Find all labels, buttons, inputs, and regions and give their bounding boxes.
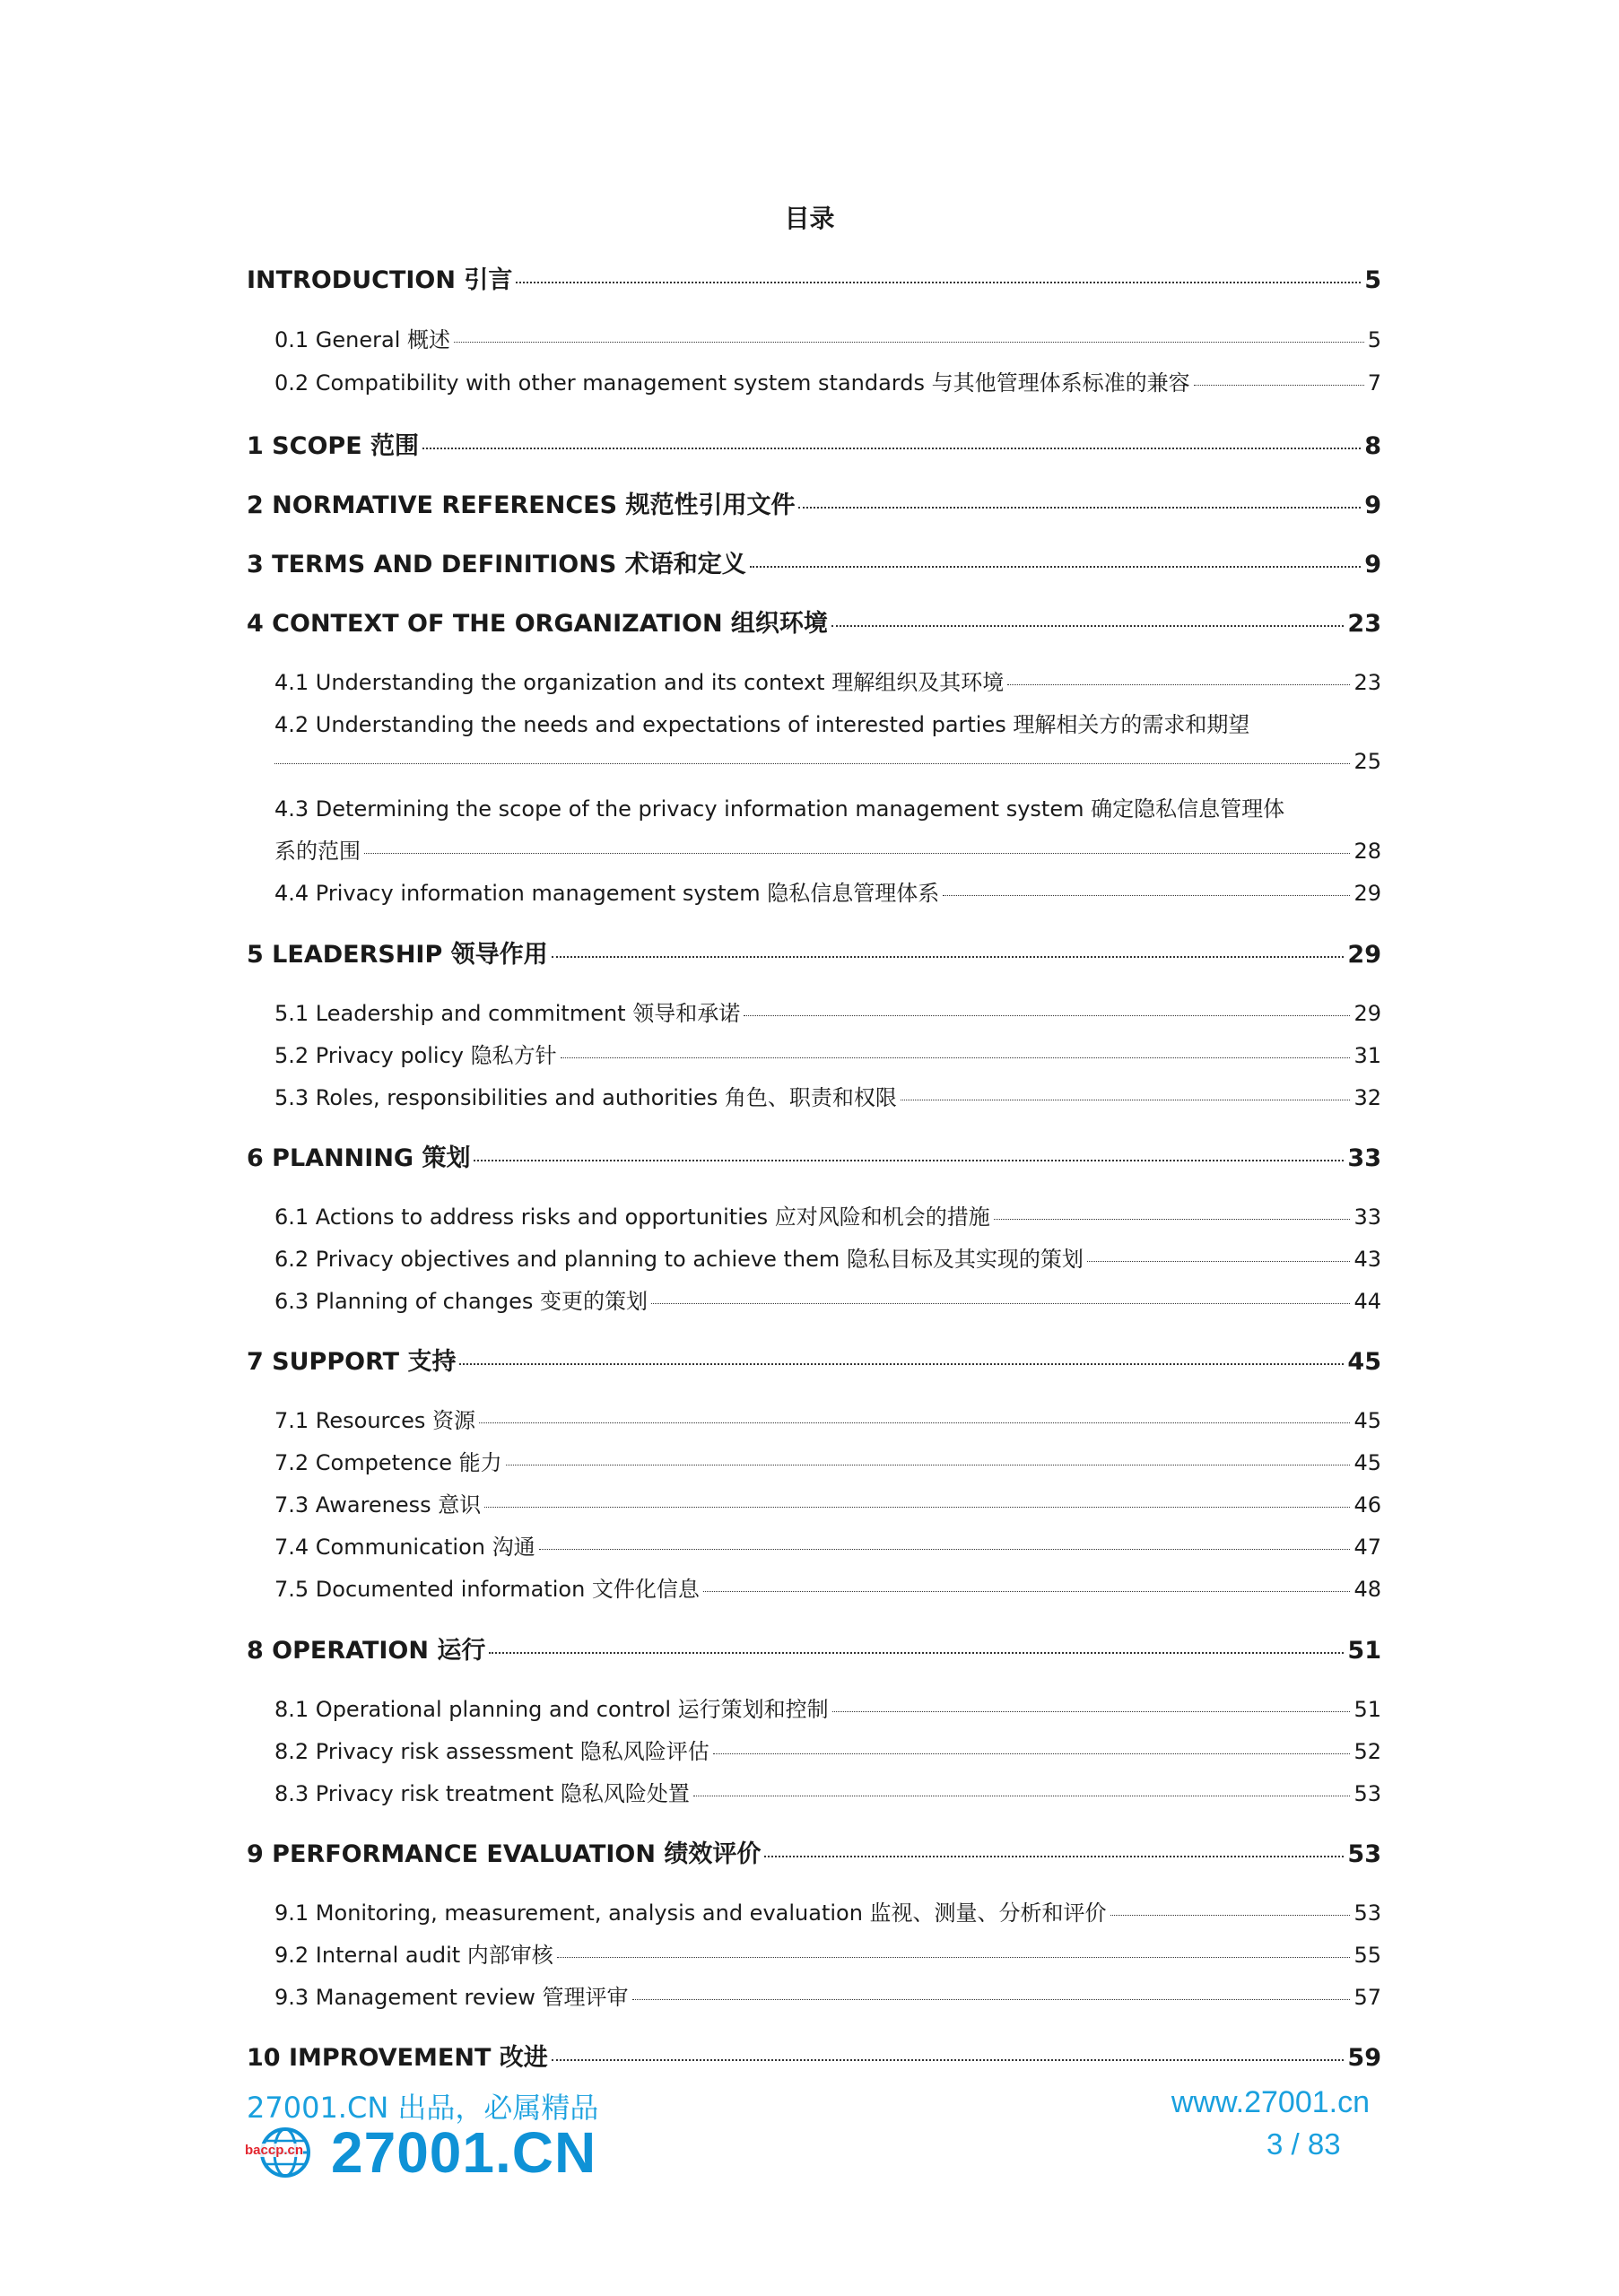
toc-entry-page: 33 — [1347, 1144, 1381, 1172]
toc-entry-3[interactable] — [247, 544, 1381, 579]
toc-title: 目录 — [784, 204, 835, 233]
dot-leader — [489, 1652, 1344, 1654]
toc-entry-page: 29 — [1347, 941, 1381, 969]
toc-entry-8-2[interactable] — [274, 1734, 1381, 1765]
toc-entry-6-3[interactable] — [274, 1283, 1381, 1315]
toc-entry-9-2[interactable] — [274, 1937, 1381, 1969]
toc-entry-page: 44 — [1354, 1289, 1381, 1314]
toc-entry-7[interactable] — [247, 1342, 1381, 1377]
dot-leader — [364, 853, 1350, 854]
toc-entry-5-1[interactable] — [274, 996, 1381, 1027]
dot-leader — [750, 566, 1361, 568]
dot-leader — [561, 1057, 1351, 1058]
toc-entry-title: 4.4 Privacy information management system 隐私信息管理体系 — [274, 881, 940, 906]
toc-entry-title: 8.3 Privacy risk treatment 隐私风险处置 — [274, 1781, 690, 1806]
toc-entry-10[interactable] — [247, 2038, 1381, 2073]
dot-leader — [459, 1363, 1344, 1365]
toc-entry-page: 5 — [1367, 327, 1381, 352]
toc-entry-4-1[interactable] — [274, 665, 1381, 696]
toc-entry-8-1[interactable] — [274, 1692, 1381, 1723]
toc-entry-title: 1 SCOPE 范围 — [247, 432, 420, 460]
toc-entry-title: 7.3 Awareness 意识 — [274, 1492, 482, 1518]
dot-leader — [274, 763, 1350, 764]
toc-entry-page: 57 — [1354, 1985, 1381, 2010]
toc-entry-title: 3 TERMS AND DEFINITIONS 术语和定义 — [247, 551, 746, 578]
dot-leader — [703, 1591, 1351, 1592]
toc-entry-page: 53 — [1347, 1840, 1381, 1868]
toc-entry-title: 0.1 General 概述 — [274, 327, 451, 352]
toc-entry-9[interactable] — [247, 1834, 1381, 1869]
toc-entry-page: 5 — [1364, 266, 1381, 294]
toc-entry-title: 8.1 Operational planning and control 运行策划和控制 — [274, 1697, 829, 1722]
toc-entry-title: 8.2 Privacy risk assessment 隐私风险评估 — [274, 1739, 709, 1764]
toc-entry-title: 0.2 Compatibility with other management system standards 与其他管理体系标准的兼容 — [274, 370, 1190, 396]
dot-leader — [1087, 1261, 1351, 1262]
dot-leader — [454, 342, 1364, 343]
footer-url[interactable]: www.27001.cn — [1171, 2085, 1370, 2119]
toc-entry-title: INTRODUCTION 引言 — [247, 266, 513, 294]
toc-entry-page: 28 — [1354, 839, 1381, 864]
toc-entry-page: 9 — [1364, 491, 1381, 519]
dot-leader — [539, 1549, 1351, 1550]
toc-entry-7-3[interactable] — [274, 1487, 1381, 1518]
dot-leader — [552, 2059, 1345, 2061]
toc-entry-4-2[interactable] — [274, 749, 1381, 774]
toc-entry-4-2-title[interactable]: 4.2 Understanding the needs and expectations of interested parties 理解相关方的需求和期望 — [274, 712, 1250, 737]
toc-entry-page: 45 — [1354, 1450, 1381, 1475]
logo — [245, 2120, 597, 2185]
toc-entry-page: 46 — [1354, 1492, 1381, 1518]
toc-entry-page: 53 — [1354, 1781, 1381, 1806]
toc-entry-title: 5 LEADERSHIP 领导作用 — [247, 941, 548, 969]
toc-entry-page: 25 — [1354, 749, 1381, 774]
toc-entry-6-1[interactable] — [274, 1199, 1381, 1231]
dot-leader — [557, 1957, 1351, 1958]
dot-leader — [552, 956, 1345, 958]
dot-leader — [651, 1303, 1350, 1304]
toc-entry-page: 45 — [1354, 1408, 1381, 1433]
dot-leader — [1007, 684, 1350, 685]
page-indicator: 3 / 83 — [1266, 2127, 1341, 2161]
toc-entry-5-2[interactable] — [274, 1038, 1381, 1069]
toc-entry-7-2[interactable] — [274, 1445, 1381, 1476]
toc-entry-title: 5.1 Leadership and commitment 领导和承诺 — [274, 1001, 741, 1026]
toc-entry-title: 5.2 Privacy policy 隐私方针 — [274, 1043, 557, 1068]
toc-entry-page: 45 — [1347, 1348, 1381, 1376]
toc-entry-5-3[interactable] — [274, 1080, 1381, 1111]
toc-entry-page: 43 — [1354, 1247, 1381, 1272]
dot-leader — [994, 1219, 1351, 1220]
toc-entry-9-3[interactable] — [274, 1979, 1381, 2011]
toc-entry-title: 2 NORMATIVE REFERENCES 规范性引用文件 — [247, 491, 796, 519]
toc-entry-0-1[interactable] — [274, 322, 1381, 353]
logo-badge: baccp.cn — [245, 2143, 304, 2158]
toc-entry-title: 7.4 Communication 沟通 — [274, 1535, 535, 1560]
toc-entry-title: 7 SUPPORT 支持 — [247, 1348, 457, 1376]
toc-entry-page: 48 — [1354, 1577, 1381, 1602]
toc-entry-page: 33 — [1354, 1205, 1381, 1230]
toc-entry-page: 8 — [1364, 432, 1381, 460]
dot-leader — [632, 1999, 1351, 2000]
toc-entry-title: 6 PLANNING 策划 — [247, 1144, 471, 1172]
toc-entry-title: 7.1 Resources 资源 — [274, 1408, 475, 1433]
dot-leader — [831, 625, 1344, 627]
dot-leader — [798, 507, 1361, 509]
toc-entry-title: 4.1 Understanding the organization and its context 理解组织及其环境 — [274, 670, 1005, 695]
toc-entry-page: 7 — [1367, 370, 1381, 396]
toc-entry-page: 47 — [1354, 1535, 1381, 1560]
toc-entry-2[interactable] — [247, 485, 1381, 520]
toc-entry-page: 23 — [1347, 610, 1381, 638]
toc-entry-page: 51 — [1347, 1637, 1381, 1665]
toc-entry-title: 6.2 Privacy objectives and planning to achieve them 隐私目标及其实现的策划 — [274, 1247, 1084, 1272]
dot-leader — [516, 282, 1361, 283]
toc-entry-4[interactable] — [247, 604, 1381, 639]
dot-leader — [764, 1856, 1344, 1857]
toc-entry-title: 9.2 Internal audit 内部审核 — [274, 1943, 553, 1968]
toc-entry-7-5[interactable] — [274, 1571, 1381, 1603]
footer-tagline: 27001.CN 出品，必属精品 — [247, 2091, 599, 2125]
toc-entry-page: 52 — [1354, 1739, 1381, 1764]
toc-entry-page: 31 — [1354, 1043, 1381, 1068]
toc-entry-title: 4 CONTEXT OF THE ORGANIZATION 组织环境 — [247, 610, 828, 638]
toc-entry-title: 9.3 Management review 管理评审 — [274, 1985, 629, 2010]
toc-entry-page: 51 — [1354, 1697, 1381, 1722]
dot-leader — [943, 895, 1350, 896]
toc-entry-title: 8 OPERATION 运行 — [247, 1637, 486, 1665]
toc-entry-4-4[interactable] — [274, 875, 1381, 907]
toc-entry-9-1[interactable] — [274, 1895, 1381, 1926]
globe-icon — [247, 2126, 324, 2179]
toc-entry-title: 9.1 Monitoring, measurement, analysis and evaluation 监视、测量、分析和评价 — [274, 1900, 1107, 1926]
toc-entry-0-2[interactable] — [274, 365, 1381, 396]
toc-entry-title: 9 PERFORMANCE EVALUATION 绩效评价 — [247, 1840, 762, 1868]
toc-entry-title: 5.3 Roles, responsibilities and authorities 角色、职责和权限 — [274, 1085, 897, 1110]
toc-entry-title: 10 IMPROVEMENT 改进 — [247, 2044, 548, 2072]
dot-leader — [713, 1753, 1351, 1754]
dot-leader — [479, 1422, 1350, 1423]
toc-entry-title: 6.3 Planning of changes 变更的策划 — [274, 1289, 648, 1314]
toc-entry-introduction[interactable] — [247, 260, 1381, 295]
toc-entry-page: 32 — [1354, 1085, 1381, 1110]
toc-entry-7-1[interactable] — [274, 1403, 1381, 1434]
toc-entry-title: 6.1 Actions to address risks and opportunities 应对风险和机会的措施 — [274, 1205, 990, 1230]
dot-leader — [832, 1711, 1351, 1712]
toc-entry-8-3[interactable] — [274, 1776, 1381, 1807]
logo-text: 27001.CN — [331, 2120, 597, 2185]
dot-leader — [484, 1507, 1350, 1508]
toc-entry-1[interactable] — [247, 426, 1381, 461]
toc-entry-page: 59 — [1347, 2044, 1381, 2072]
toc-entry-page: 29 — [1354, 1001, 1381, 1026]
toc-entry-title: 7.2 Competence 能力 — [274, 1450, 502, 1475]
toc-entry-page: 55 — [1354, 1943, 1381, 1968]
toc-entry-4-3[interactable] — [274, 833, 1381, 865]
toc-entry-4-3-title[interactable]: 4.3 Determining the scope of the privacy information management system 确定隐私信息管理体 — [274, 796, 1285, 822]
toc-entry-page: 9 — [1364, 551, 1381, 578]
toc-entry-page: 29 — [1354, 881, 1381, 906]
toc-entry-title: 7.5 Documented information 文件化信息 — [274, 1577, 700, 1602]
toc-entry-title-cont: 系的范围 — [274, 839, 361, 864]
toc-entry-8[interactable] — [247, 1631, 1381, 1665]
dot-leader — [474, 1160, 1344, 1161]
dot-leader — [422, 448, 1361, 449]
toc-entry-page: 53 — [1354, 1900, 1381, 1926]
dot-leader — [1110, 1915, 1351, 1916]
toc-entry-6[interactable] — [247, 1138, 1381, 1173]
toc-entry-5[interactable] — [247, 935, 1381, 970]
dot-leader — [744, 1015, 1350, 1016]
toc-entry-7-4[interactable] — [274, 1529, 1381, 1561]
toc-entry-6-2[interactable] — [274, 1241, 1381, 1273]
toc-entry-page: 23 — [1354, 670, 1381, 695]
dot-leader — [1194, 385, 1364, 386]
